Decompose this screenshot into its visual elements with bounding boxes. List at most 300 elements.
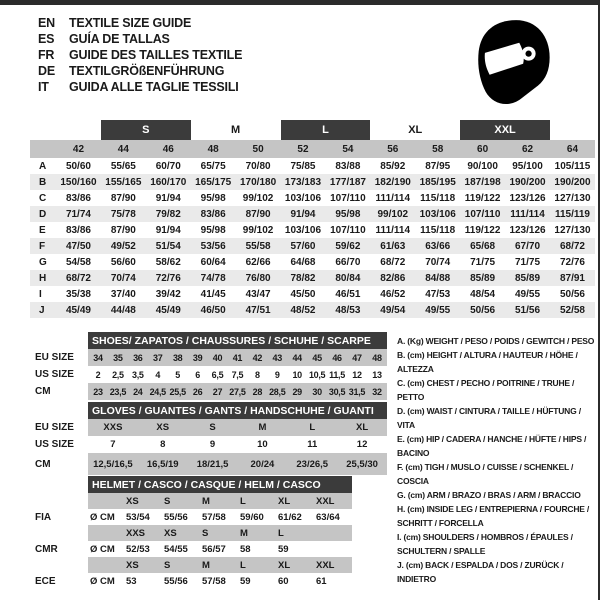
column-header: 46 <box>162 143 174 155</box>
table-title-row <box>35 402 387 419</box>
row-label: CM <box>35 383 88 400</box>
size-cell: 80/84 <box>335 272 361 284</box>
size-cell: 57/60 <box>290 240 316 252</box>
column-header: L <box>276 525 314 541</box>
size-cell: 27 <box>208 383 228 400</box>
helmet-icon <box>474 17 552 114</box>
row-label: I <box>39 288 42 300</box>
language-code: FR <box>38 48 55 62</box>
row-label: H <box>39 272 47 284</box>
column-header: 60 <box>477 143 489 155</box>
size-cell: 70/74 <box>110 272 136 284</box>
size-cell: 11,5 <box>329 369 345 380</box>
size-cell: 54/55 <box>164 543 188 555</box>
size-cell: 30,5 <box>327 383 347 400</box>
size-cell: 63/66 <box>425 240 451 252</box>
row-label: EU SIZE <box>35 349 88 366</box>
row-label: D <box>39 208 47 220</box>
column-header: 44 <box>117 143 129 155</box>
size-cell: 46 <box>327 349 347 366</box>
size-cell: 58/62 <box>155 256 181 268</box>
size-cell: 46/51 <box>335 288 361 300</box>
size-cell: 107/110 <box>330 224 366 236</box>
language-row <box>38 31 242 47</box>
table-row <box>35 436 387 453</box>
table-title-row <box>35 476 352 493</box>
table-row <box>30 158 595 174</box>
size-cell: 190/200 <box>509 176 546 188</box>
size-cell: 99/102 <box>242 192 274 204</box>
legend-item: G. (cm) ARM / BRAZO / BRAS / ARM / BRACCIO <box>397 490 581 500</box>
size-cell: 25,5 <box>168 383 188 400</box>
legend <box>397 334 598 586</box>
size-cell: 83/86 <box>65 224 91 236</box>
row-label: B <box>39 176 47 188</box>
size-cell: 9 <box>209 439 216 450</box>
size-cell: 173/183 <box>284 176 322 188</box>
column-header: 64 <box>566 143 579 155</box>
size-cell: 107/110 <box>330 192 366 204</box>
table-row <box>30 174 595 190</box>
size-bands-row <box>30 120 595 140</box>
size-cell: 5 <box>175 369 180 380</box>
size-cell: 72/76 <box>559 256 585 268</box>
size-cell: 47 <box>347 349 367 366</box>
size-cell: 50/56 <box>559 288 585 300</box>
size-cell: 160/170 <box>150 176 187 188</box>
size-cell: 24 <box>128 383 148 400</box>
language-row <box>38 47 242 63</box>
size-cell: 10 <box>257 439 268 450</box>
row-label: CMR <box>35 541 88 557</box>
size-cell: 39 <box>188 349 208 366</box>
column-header: 48 <box>207 143 219 155</box>
language-label: TEXTILE SIZE GUIDE <box>69 16 192 30</box>
size-cell: 57/58 <box>202 575 226 587</box>
size-cell: 71/75 <box>515 256 541 268</box>
size-cell: XXS <box>88 419 138 436</box>
size-cell: 44 <box>287 349 307 366</box>
size-cell: 60/64 <box>200 256 226 268</box>
row-label: US SIZE <box>35 366 88 383</box>
table-title-row <box>35 332 387 349</box>
size-cell: S <box>188 419 238 436</box>
size-cell: 90/100 <box>467 160 498 172</box>
size-cell: 35/38 <box>65 288 91 300</box>
table-row <box>30 222 595 238</box>
table-row <box>30 190 595 206</box>
helmet-sizes-row <box>35 525 352 541</box>
size-cell: 75/85 <box>290 160 316 172</box>
size-cell: 55/56 <box>164 575 188 587</box>
size-cell: 68/72 <box>380 256 406 268</box>
row-label: E <box>39 224 46 236</box>
size-band-m: M <box>231 124 241 136</box>
gloves-table <box>35 402 387 475</box>
table-title: HELMET / CASCO / CASQUE / HELM / CASCO <box>88 476 352 493</box>
size-cell: 76/80 <box>245 272 271 284</box>
size-band-xxl: XXL <box>460 120 550 140</box>
size-cell: 53 <box>126 575 137 587</box>
size-cell: 91/94 <box>155 224 181 236</box>
size-cell: 95/98 <box>200 224 226 236</box>
size-cell: 111/114 <box>375 192 411 204</box>
unit-label: Ø CM <box>90 575 115 587</box>
column-header: XXL <box>314 557 352 573</box>
size-cell: 23,5 <box>108 383 128 400</box>
size-cell: 52/53 <box>126 543 150 555</box>
language-label: TEXTILGRÖßENFÜHRUNG <box>69 64 225 78</box>
table-row <box>35 573 352 589</box>
legend-item: D. (cm) WAIST / CINTURA / TAILLE / HÜFTUNG / VITA <box>397 406 581 430</box>
size-cell: XS <box>138 419 188 436</box>
size-cell: 37/40 <box>110 288 136 300</box>
helmet-table <box>35 476 352 589</box>
size-cell <box>314 541 352 557</box>
unit-label: Ø CM <box>90 543 115 555</box>
size-cell: 7 <box>110 439 116 450</box>
column-header: S <box>200 525 238 541</box>
size-cell: 10,5 <box>308 369 326 380</box>
size-cell: 91/94 <box>155 192 181 204</box>
table-row <box>35 509 352 525</box>
size-cell: 45/50 <box>290 288 316 300</box>
language-row <box>38 63 242 79</box>
legend-item: I. (cm) SHOULDERS / HOMBROS / ÉPAULES / SCHULTERN / SPALLE <box>397 532 573 556</box>
row-label: EU SIZE <box>35 419 88 436</box>
size-cell: 87/91 <box>559 272 585 284</box>
row-label: ECE <box>35 573 88 589</box>
row-label: CM <box>35 453 88 475</box>
size-cell: 45/49 <box>65 304 91 316</box>
size-cell: 111/114 <box>375 224 411 236</box>
language-row <box>38 15 242 31</box>
size-cell: 91/94 <box>290 208 316 220</box>
size-cell: 23/26,5 <box>287 453 337 475</box>
size-cell: 42 <box>247 349 267 366</box>
table-row <box>30 286 595 302</box>
size-cell: 95/100 <box>512 160 543 172</box>
column-header: S <box>162 493 200 509</box>
size-cell: 18/21,5 <box>188 453 238 475</box>
column-header: 50 <box>252 143 264 155</box>
legend-item: E. (cm) HIP / CADERA / HANCHE / HÜFTE / HIPS / BACINO <box>397 434 587 458</box>
size-cell: 83/86 <box>65 192 91 204</box>
size-cell: 54/58 <box>65 256 91 268</box>
size-band-xl: XL <box>408 124 423 136</box>
table-row <box>35 541 352 557</box>
size-cell: 32 <box>367 383 387 400</box>
column-header: 52 <box>297 143 309 155</box>
size-cell: 61/62 <box>278 511 302 523</box>
row-label: A <box>39 160 47 172</box>
size-cell: 47/53 <box>425 288 451 300</box>
size-cell: 11 <box>307 439 318 450</box>
size-cell: 10 <box>292 369 302 380</box>
language-code: DE <box>38 64 55 78</box>
column-header: XXS <box>124 525 162 541</box>
size-cell: 123/126 <box>509 192 546 204</box>
size-cell: 70/80 <box>245 160 271 172</box>
size-cell: 83/88 <box>335 160 361 172</box>
column-header <box>314 525 352 541</box>
size-cell: 115/119 <box>554 208 590 220</box>
size-cell: 50/56 <box>470 304 496 316</box>
legend-item: H. (cm) INSIDE LEG / ENTREPIERNA / FOURCHE / SCHRITT / FORCELLA <box>397 504 590 528</box>
size-cell: 8 <box>160 439 166 450</box>
size-cell: 38 <box>168 349 188 366</box>
size-cell: 185/195 <box>419 176 456 188</box>
size-cell: 24,5 <box>148 383 168 400</box>
size-cell: 87/90 <box>245 208 271 220</box>
size-cell: 26 <box>188 383 208 400</box>
column-header: 56 <box>387 143 399 155</box>
size-cell: 170/180 <box>240 176 277 188</box>
size-cell: 12 <box>356 439 368 450</box>
column-header-row <box>30 140 595 158</box>
size-cell: 115/118 <box>420 224 456 236</box>
size-cell: 87/90 <box>110 224 136 236</box>
size-cell: 127/130 <box>554 192 591 204</box>
size-cell: 64/68 <box>290 256 316 268</box>
size-cell: 60/70 <box>155 160 181 172</box>
size-cell: 41 <box>227 349 247 366</box>
language-code: ES <box>38 32 55 46</box>
size-cell: XL <box>337 419 387 436</box>
size-cell: 43 <box>267 349 287 366</box>
size-cell: 2,5 <box>112 369 124 380</box>
table-row <box>30 238 595 254</box>
size-cell: 61 <box>316 575 327 587</box>
size-cell: 67/70 <box>515 240 541 252</box>
size-cell: 83/86 <box>200 208 226 220</box>
size-cell: 53/54 <box>126 511 150 523</box>
size-cell: 57/58 <box>202 511 226 523</box>
size-cell: 87/95 <box>425 160 451 172</box>
size-cell: 59 <box>240 575 251 587</box>
shoes-table <box>35 332 387 400</box>
size-cell: 48 <box>367 349 387 366</box>
size-cell: 6 <box>195 369 200 380</box>
size-cell: 119/122 <box>464 224 501 236</box>
size-cell: 44/48 <box>110 304 136 316</box>
column-header: 42 <box>72 143 85 155</box>
column-header: XS <box>124 493 162 509</box>
size-cell: 49/55 <box>515 288 541 300</box>
column-header: 54 <box>342 143 354 155</box>
column-header: 58 <box>432 143 444 155</box>
size-cell: 127/130 <box>554 224 591 236</box>
size-cell: 9 <box>274 369 280 380</box>
size-cell: 74/78 <box>200 272 226 284</box>
size-cell: 35 <box>108 349 128 366</box>
size-cell: 36 <box>128 349 148 366</box>
row-label: F <box>39 240 46 252</box>
size-cell: 62/66 <box>245 256 271 268</box>
table-row <box>30 254 595 270</box>
size-cell: 95/98 <box>335 208 361 220</box>
size-cell: 30 <box>307 383 327 400</box>
size-cell: 51/54 <box>155 240 181 252</box>
column-header: 62 <box>521 143 534 155</box>
legend-item: A. (Kg) WEIGHT / PESO / POIDS / GEWITCH / PESO <box>397 336 595 346</box>
column-header: XS <box>162 525 200 541</box>
size-cell: 187/198 <box>464 176 501 188</box>
size-cell: 56/60 <box>110 256 136 268</box>
size-cell: 49/55 <box>425 304 451 316</box>
size-cell: 66/70 <box>335 256 361 268</box>
language-code: EN <box>38 16 55 30</box>
size-cell: 111/114 <box>510 208 545 220</box>
size-cell: 87/90 <box>110 192 136 204</box>
size-cell: 155/165 <box>105 176 142 188</box>
size-cell: 48/53 <box>335 304 361 316</box>
size-cell: 39/42 <box>155 288 181 300</box>
table-row <box>35 349 387 366</box>
size-cell: 16,5/19 <box>138 453 188 475</box>
size-cell: 2 <box>95 369 101 380</box>
size-cell: 78/82 <box>290 272 316 284</box>
table-row <box>30 206 595 222</box>
language-label: GUÍA DE TALLAS <box>69 32 170 46</box>
size-cell: 3,5 <box>131 369 144 380</box>
size-cell: L <box>287 419 337 436</box>
size-cell: 12 <box>352 369 362 380</box>
size-cell: 13 <box>372 369 382 380</box>
row-label: US SIZE <box>35 436 88 453</box>
language-list <box>38 15 242 95</box>
size-cell: 41/45 <box>200 288 226 300</box>
table-row <box>35 453 387 475</box>
size-cell: 48/52 <box>290 304 316 316</box>
table-title: GLOVES / GUANTES / GANTS / HANDSCHUHE / GUANTI <box>88 402 387 419</box>
table-row <box>35 419 387 436</box>
row-label: C <box>39 192 47 204</box>
size-cell: 50/60 <box>65 160 91 172</box>
size-cell: 53/56 <box>200 240 226 252</box>
size-cell: 47/50 <box>65 240 91 252</box>
size-cell: 99/102 <box>377 208 409 220</box>
size-cell: 75/78 <box>110 208 136 220</box>
size-table <box>30 120 595 318</box>
column-header: M <box>200 493 238 509</box>
language-code: IT <box>38 80 49 94</box>
size-cell: 182/190 <box>374 176 411 188</box>
size-cell: 27,5 <box>227 383 247 400</box>
size-cell: 6,5 <box>211 369 224 380</box>
size-cell: 25,5/30 <box>337 453 387 475</box>
helmet-sizes-row <box>35 557 352 573</box>
column-header: M <box>238 525 276 541</box>
language-row <box>38 79 242 95</box>
size-cell: 8 <box>254 369 260 380</box>
size-band-s: S <box>101 120 191 140</box>
size-cell: 52/58 <box>559 304 585 316</box>
size-cell: 31,5 <box>347 383 367 400</box>
size-cell: 45/49 <box>155 304 181 316</box>
size-cell: 7,5 <box>231 369 244 380</box>
column-header: L <box>238 493 276 509</box>
column-header: XL <box>276 557 314 573</box>
column-header: S <box>162 557 200 573</box>
table-title: SHOES/ ZAPATOS / CHAUSSURES / SCHUHE / SCARPE <box>88 332 387 349</box>
size-cell: 46/50 <box>200 304 226 316</box>
size-cell: 59/62 <box>335 240 361 252</box>
column-header: XXL <box>314 493 352 509</box>
size-cell: 70/74 <box>425 256 451 268</box>
table-row <box>30 302 595 318</box>
size-cell: 60 <box>278 575 289 587</box>
size-cell: 49/54 <box>380 304 406 316</box>
size-cell: 65/75 <box>200 160 226 172</box>
size-cell: M <box>237 419 287 436</box>
size-cell: 20/24 <box>237 453 287 475</box>
size-cell: 59 <box>278 543 289 555</box>
size-cell: 56/57 <box>202 543 226 555</box>
size-cell: 55/65 <box>110 160 136 172</box>
size-cell: 28 <box>247 383 267 400</box>
size-band-l: L <box>281 120 371 140</box>
size-cell: 82/86 <box>380 272 406 284</box>
size-cell: 61/63 <box>380 240 406 252</box>
size-cell: 165/175 <box>195 176 232 188</box>
size-cell: 105/115 <box>554 160 591 172</box>
helmet-sizes-row <box>35 493 352 509</box>
size-cell: 65/68 <box>470 240 496 252</box>
size-cell: 28,5 <box>267 383 287 400</box>
size-cell: 85/92 <box>380 160 406 172</box>
legend-item: J. (cm) BACK / ESPALDA / DOS / ZURÜCK / INDIETRO <box>397 560 564 584</box>
size-cell: 37 <box>148 349 168 366</box>
size-cell: 43/47 <box>245 288 271 300</box>
size-cell: 115/118 <box>420 192 456 204</box>
size-cell: 55/58 <box>245 240 271 252</box>
size-cell: 68/72 <box>65 272 91 284</box>
size-cell: 29 <box>287 383 307 400</box>
legend-item: F. (cm) TIGH / MUSLO / CUISSE / SCHENKEL / COSCIA <box>397 462 574 486</box>
column-header: L <box>238 557 276 573</box>
size-cell: 49/52 <box>110 240 136 252</box>
size-cell: 45 <box>307 349 327 366</box>
size-cell: 107/110 <box>464 208 501 220</box>
table-row <box>35 366 387 383</box>
size-cell: 40 <box>208 349 228 366</box>
row-label: FIA <box>35 509 88 525</box>
table-row <box>30 270 595 286</box>
size-cell: 4 <box>155 369 161 380</box>
size-cell: 85/89 <box>470 272 496 284</box>
size-cell: 95/98 <box>200 192 226 204</box>
size-cell: 103/106 <box>419 208 456 220</box>
column-header: XS <box>124 557 162 573</box>
size-cell: 55/56 <box>164 511 188 523</box>
size-cell: 48/54 <box>470 288 496 300</box>
size-cell: 68/72 <box>559 240 585 252</box>
size-cell: 47/51 <box>245 304 271 316</box>
size-cell: 23 <box>88 383 108 400</box>
size-cell: 150/160 <box>60 176 97 188</box>
size-cell: 177/187 <box>329 176 366 188</box>
size-cell: 51/56 <box>515 304 541 316</box>
size-cell: 123/126 <box>509 224 546 236</box>
row-label: G <box>39 256 47 268</box>
size-cell: 12,5/16,5 <box>88 453 138 475</box>
size-cell: 72/76 <box>155 272 181 284</box>
size-cell: 99/102 <box>242 224 274 236</box>
row-label: J <box>39 304 45 316</box>
unit-label: Ø CM <box>90 511 115 523</box>
size-cell: 46/52 <box>380 288 406 300</box>
